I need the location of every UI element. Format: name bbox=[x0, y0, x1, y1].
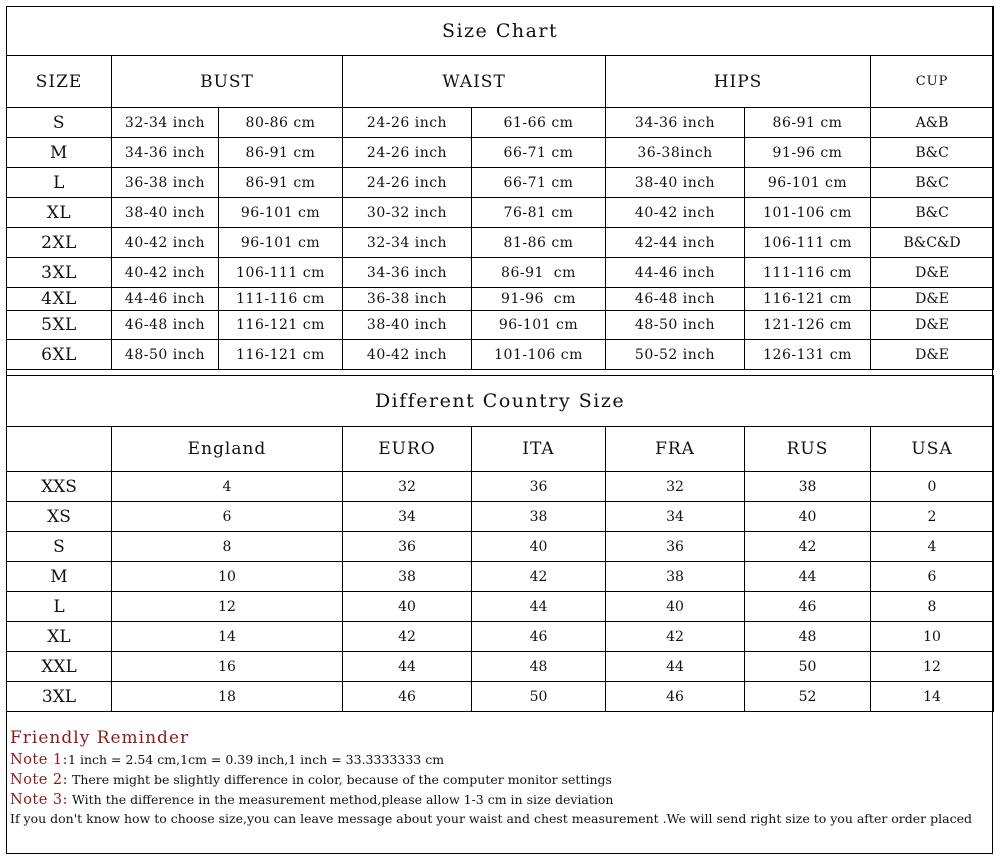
cell-ita: 36 bbox=[472, 472, 606, 502]
cell-size: 6XL bbox=[7, 340, 112, 370]
size-chart-row bbox=[7, 168, 994, 198]
cell-fra: 44 bbox=[606, 652, 745, 682]
cell-cup: D&E bbox=[871, 258, 994, 288]
cell-ita: 40 bbox=[472, 532, 606, 562]
cell-waist-in: 24-26 inch bbox=[343, 168, 472, 198]
cell-rus: 42 bbox=[745, 532, 871, 562]
cell-hips-in: 38-40 inch bbox=[606, 168, 745, 198]
cell-bust-cm: 106-111 cm bbox=[219, 258, 343, 288]
country-size-row bbox=[7, 472, 994, 502]
cell-bust-in: 44-46 inch bbox=[112, 288, 219, 311]
size-chart-row bbox=[7, 108, 994, 138]
cell-euro: 32 bbox=[343, 472, 472, 502]
cell-cup: B&C bbox=[871, 168, 994, 198]
cell-hips-in: 48-50 inch bbox=[606, 311, 745, 340]
cell-waist-cm: 66-71 cm bbox=[472, 138, 606, 168]
cell-rus: 48 bbox=[745, 622, 871, 652]
cell-england: 4 bbox=[112, 472, 343, 502]
cell-cup: A&B bbox=[871, 108, 994, 138]
cell-england: 6 bbox=[112, 502, 343, 532]
cell-waist-cm: 86-91 cm bbox=[472, 258, 606, 288]
cell-euro: 40 bbox=[343, 592, 472, 622]
cell-ita: 50 bbox=[472, 682, 606, 712]
cell-size: XL bbox=[7, 198, 112, 228]
size-chart-row bbox=[7, 138, 994, 168]
cell-fra: 38 bbox=[606, 562, 745, 592]
cell-size: L bbox=[7, 168, 112, 198]
cell-waist-cm: 66-71 cm bbox=[472, 168, 606, 198]
cell-bust-in: 34-36 inch bbox=[112, 138, 219, 168]
cell-waist-in: 36-38 inch bbox=[343, 288, 472, 311]
cell-size: S bbox=[7, 532, 112, 562]
cell-hips-in: 36-38inch bbox=[606, 138, 745, 168]
header-ita: ITA bbox=[472, 427, 606, 472]
cell-euro: 46 bbox=[343, 682, 472, 712]
cell-cup: D&E bbox=[871, 340, 994, 370]
cell-usa: 8 bbox=[871, 592, 994, 622]
cell-cup: D&E bbox=[871, 311, 994, 340]
cell-waist-cm: 76-81 cm bbox=[472, 198, 606, 228]
header-hips: HIPS bbox=[606, 56, 871, 108]
header-england: England bbox=[112, 427, 343, 472]
cell-usa: 4 bbox=[871, 532, 994, 562]
cell-euro: 44 bbox=[343, 652, 472, 682]
cell-bust-cm: 116-121 cm bbox=[219, 340, 343, 370]
header-waist: WAIST bbox=[343, 56, 606, 108]
cell-rus: 46 bbox=[745, 592, 871, 622]
cell-size: XL bbox=[7, 622, 112, 652]
friendly-reminder bbox=[10, 726, 988, 827]
cell-size: 5XL bbox=[7, 311, 112, 340]
cell-euro: 34 bbox=[343, 502, 472, 532]
cell-hips-cm: 101-106 cm bbox=[745, 198, 871, 228]
cell-cup: B&C bbox=[871, 138, 994, 168]
cell-usa: 14 bbox=[871, 682, 994, 712]
cell-fra: 36 bbox=[606, 532, 745, 562]
cell-waist-cm: 61-66 cm bbox=[472, 108, 606, 138]
header-euro: EURO bbox=[343, 427, 472, 472]
cell-rus: 38 bbox=[745, 472, 871, 502]
header-rus: RUS bbox=[745, 427, 871, 472]
cell-hips-cm: 86-91 cm bbox=[745, 108, 871, 138]
cell-hips-in: 50-52 inch bbox=[606, 340, 745, 370]
cell-size: M bbox=[7, 138, 112, 168]
header-bust: BUST bbox=[112, 56, 343, 108]
size-chart-row bbox=[7, 228, 994, 258]
header-blank bbox=[7, 427, 112, 472]
cell-waist-cm: 96-101 cm bbox=[472, 311, 606, 340]
cell-hips-in: 34-36 inch bbox=[606, 108, 745, 138]
cell-fra: 32 bbox=[606, 472, 745, 502]
cell-waist-in: 30-32 inch bbox=[343, 198, 472, 228]
cell-size: S bbox=[7, 108, 112, 138]
note-label: Note 1: bbox=[10, 752, 69, 768]
cell-england: 10 bbox=[112, 562, 343, 592]
cell-euro: 38 bbox=[343, 562, 472, 592]
reminder-note-2 bbox=[10, 770, 988, 790]
cell-usa: 12 bbox=[871, 652, 994, 682]
header-size: SIZE bbox=[7, 56, 112, 108]
cell-euro: 36 bbox=[343, 532, 472, 562]
cell-waist-in: 40-42 inch bbox=[343, 340, 472, 370]
cell-hips-in: 46-48 inch bbox=[606, 288, 745, 311]
cell-england: 12 bbox=[112, 592, 343, 622]
cell-rus: 52 bbox=[745, 682, 871, 712]
cell-england: 14 bbox=[112, 622, 343, 652]
cell-bust-cm: 96-101 cm bbox=[219, 198, 343, 228]
cell-usa: 10 bbox=[871, 622, 994, 652]
cell-bust-cm: 80-86 cm bbox=[219, 108, 343, 138]
cell-waist-cm: 101-106 cm bbox=[472, 340, 606, 370]
country-size-row bbox=[7, 652, 994, 682]
cell-waist-in: 32-34 inch bbox=[343, 228, 472, 258]
cell-england: 16 bbox=[112, 652, 343, 682]
cell-bust-in: 40-42 inch bbox=[112, 228, 219, 258]
cell-size: XS bbox=[7, 502, 112, 532]
cell-bust-cm: 116-121 cm bbox=[219, 311, 343, 340]
cell-hips-cm: 111-116 cm bbox=[745, 258, 871, 288]
cell-cup: D&E bbox=[871, 288, 994, 311]
cell-size: 3XL bbox=[7, 682, 112, 712]
cell-bust-in: 48-50 inch bbox=[112, 340, 219, 370]
cell-bust-cm: 86-91 cm bbox=[219, 138, 343, 168]
size-chart-row bbox=[7, 288, 994, 311]
country-size-row bbox=[7, 682, 994, 712]
reminder-title: Friendly Reminder bbox=[10, 728, 190, 748]
cell-hips-in: 44-46 inch bbox=[606, 258, 745, 288]
note-label: Note 2: bbox=[10, 772, 69, 788]
cell-waist-cm: 91-96 cm bbox=[472, 288, 606, 311]
country-size-row bbox=[7, 622, 994, 652]
cell-bust-in: 32-34 inch bbox=[112, 108, 219, 138]
cell-rus: 44 bbox=[745, 562, 871, 592]
cell-waist-in: 34-36 inch bbox=[343, 258, 472, 288]
cell-bust-cm: 111-116 cm bbox=[219, 288, 343, 311]
cell-euro: 42 bbox=[343, 622, 472, 652]
header-fra: FRA bbox=[606, 427, 745, 472]
cell-size: M bbox=[7, 562, 112, 592]
cell-fra: 40 bbox=[606, 592, 745, 622]
cell-hips-cm: 121-126 cm bbox=[745, 311, 871, 340]
header-usa: USA bbox=[871, 427, 994, 472]
cell-size: 4XL bbox=[7, 288, 112, 311]
cell-bust-in: 38-40 inch bbox=[112, 198, 219, 228]
cell-hips-cm: 126-131 cm bbox=[745, 340, 871, 370]
note-text: There might be slightly difference in color, because of the computer monitor settings bbox=[68, 772, 612, 787]
cell-ita: 44 bbox=[472, 592, 606, 622]
cell-england: 8 bbox=[112, 532, 343, 562]
reminder-note-1 bbox=[10, 750, 988, 770]
cell-fra: 46 bbox=[606, 682, 745, 712]
cell-hips-in: 42-44 inch bbox=[606, 228, 745, 258]
reminder-note-3 bbox=[10, 790, 988, 810]
size-chart-row bbox=[7, 340, 994, 370]
header-cup: CUP bbox=[871, 56, 994, 108]
cell-fra: 42 bbox=[606, 622, 745, 652]
cell-size: XXL bbox=[7, 652, 112, 682]
cell-rus: 40 bbox=[745, 502, 871, 532]
size-chart-row bbox=[7, 198, 994, 228]
reminder-footer: If you don't know how to choose size,you can leave message about your waist and chest measurement .We will send right size to you after order placed bbox=[10, 811, 972, 826]
cell-hips-cm: 116-121 cm bbox=[745, 288, 871, 311]
cell-size: 3XL bbox=[7, 258, 112, 288]
cell-waist-in: 24-26 inch bbox=[343, 108, 472, 138]
cell-waist-in: 38-40 inch bbox=[343, 311, 472, 340]
country-size-table bbox=[6, 375, 994, 712]
cell-ita: 48 bbox=[472, 652, 606, 682]
cell-ita: 46 bbox=[472, 622, 606, 652]
cell-bust-cm: 96-101 cm bbox=[219, 228, 343, 258]
cell-bust-in: 46-48 inch bbox=[112, 311, 219, 340]
cell-fra: 34 bbox=[606, 502, 745, 532]
country-size-row bbox=[7, 502, 994, 532]
country-size-row bbox=[7, 592, 994, 622]
cell-hips-in: 40-42 inch bbox=[606, 198, 745, 228]
note-text: 1 inch = 2.54 cm,1cm = 0.39 inch,1 inch = 33.3333333 cm bbox=[68, 752, 445, 767]
cell-bust-in: 36-38 inch bbox=[112, 168, 219, 198]
cell-size: XXS bbox=[7, 472, 112, 502]
size-chart-row bbox=[7, 311, 994, 340]
size-chart-title: Size Chart bbox=[7, 7, 994, 56]
cell-bust-cm: 86-91 cm bbox=[219, 168, 343, 198]
cell-usa: 6 bbox=[871, 562, 994, 592]
note-text: With the difference in the measurement method,please allow 1-3 cm in size deviation bbox=[68, 792, 614, 807]
cell-waist-in: 24-26 inch bbox=[343, 138, 472, 168]
cell-size: 2XL bbox=[7, 228, 112, 258]
cell-hips-cm: 91-96 cm bbox=[745, 138, 871, 168]
note-label: Note 3: bbox=[10, 792, 69, 808]
cell-cup: B&C bbox=[871, 198, 994, 228]
cell-hips-cm: 106-111 cm bbox=[745, 228, 871, 258]
size-chart-table bbox=[6, 6, 994, 370]
cell-waist-cm: 81-86 cm bbox=[472, 228, 606, 258]
size-chart-row bbox=[7, 258, 994, 288]
cell-usa: 2 bbox=[871, 502, 994, 532]
cell-usa: 0 bbox=[871, 472, 994, 502]
cell-rus: 50 bbox=[745, 652, 871, 682]
cell-hips-cm: 96-101 cm bbox=[745, 168, 871, 198]
cell-ita: 38 bbox=[472, 502, 606, 532]
size-chart-header-row bbox=[7, 56, 994, 108]
cell-cup: B&C&D bbox=[871, 228, 994, 258]
cell-bust-in: 40-42 inch bbox=[112, 258, 219, 288]
cell-size: L bbox=[7, 592, 112, 622]
cell-england: 18 bbox=[112, 682, 343, 712]
country-size-header-row bbox=[7, 427, 994, 472]
cell-ita: 42 bbox=[472, 562, 606, 592]
country-size-row bbox=[7, 562, 994, 592]
country-size-title: Different Country Size bbox=[7, 376, 994, 427]
country-size-row bbox=[7, 532, 994, 562]
